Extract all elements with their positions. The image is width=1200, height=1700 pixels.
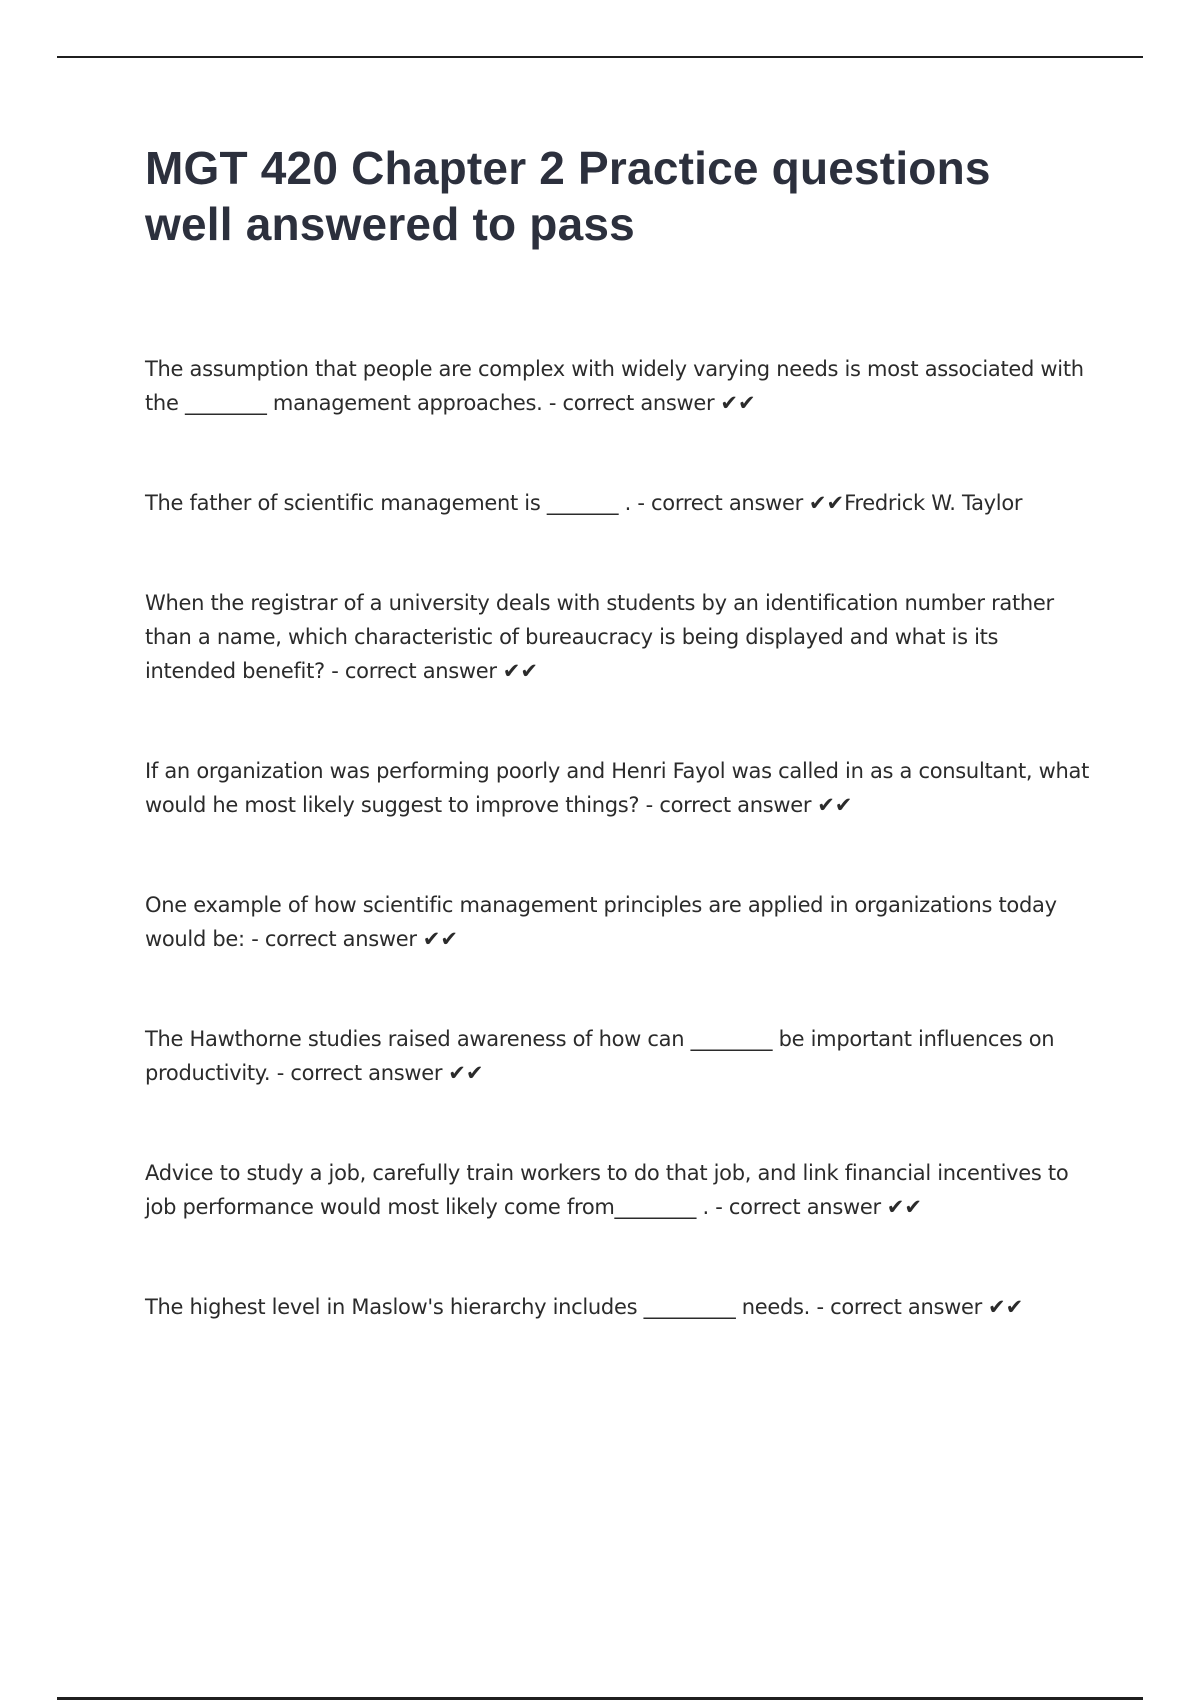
double-check-icon: ✔✔ xyxy=(987,1295,1024,1319)
answer-text: Fredrick W. Taylor xyxy=(844,491,1023,515)
double-check-icon: ✔✔ xyxy=(886,1195,922,1219)
double-check-icon: ✔✔ xyxy=(808,491,845,515)
answer-label: - correct answer xyxy=(645,793,812,817)
question-text: The Hawthorne studies raised awareness of how can ________ be important influences on productivity. xyxy=(145,1027,1055,1085)
answer-label: - correct answer xyxy=(251,927,417,951)
question-text: The father of scientific management is _______ . xyxy=(145,491,632,515)
answer-label: - correct answer xyxy=(276,1061,443,1085)
answer-label: - correct answer xyxy=(331,659,497,683)
question-text: Advice to study a job, carefully train workers to do that job, and link financial incentives to job performance would most likely come from________ . xyxy=(145,1161,1069,1219)
double-check-icon: ✔✔ xyxy=(817,793,853,817)
answer-label: - correct answer xyxy=(715,1195,881,1219)
top-divider xyxy=(57,56,1143,58)
document-title: MGT 420 Chapter 2 Practice questions well answered to pass xyxy=(145,142,991,250)
question-text: The assumption that people are complex with widely varying needs is most associated with the ________ management approaches. xyxy=(145,357,1084,415)
qa-item-7 xyxy=(145,1156,1090,1224)
question-list xyxy=(145,352,1090,1324)
answer-label: - correct answer xyxy=(548,391,715,415)
question-text: When the registrar of a university deals with students by an identification number rather than a name, which characteristic of bureaucracy is being displayed and what is its intended benefit? xyxy=(145,591,1054,683)
qa-item-4 xyxy=(145,754,1090,822)
qa-item-2 xyxy=(145,486,1090,520)
qa-item-1 xyxy=(145,352,1090,420)
question-text: One example of how scientific management principles are applied in organizations today would be: xyxy=(145,893,1057,951)
double-check-icon: ✔✔ xyxy=(720,391,756,415)
question-text: If an organization was performing poorly and Henri Fayol was called in as a consultant, what would he most likely suggest to improve things? xyxy=(145,759,1090,817)
qa-item-8 xyxy=(145,1290,1090,1324)
question-text: The highest level in Maslow's hierarchy includes _________ needs. xyxy=(145,1295,811,1319)
answer-label: - correct answer xyxy=(816,1295,982,1319)
double-check-icon: ✔✔ xyxy=(422,927,458,951)
qa-item-5 xyxy=(145,888,1090,956)
double-check-icon: ✔✔ xyxy=(502,659,538,683)
answer-label: - correct answer xyxy=(637,491,803,515)
document-content xyxy=(145,140,1090,1390)
qa-item-3 xyxy=(145,586,1090,688)
qa-item-6 xyxy=(145,1022,1090,1090)
double-check-icon: ✔✔ xyxy=(448,1061,484,1085)
